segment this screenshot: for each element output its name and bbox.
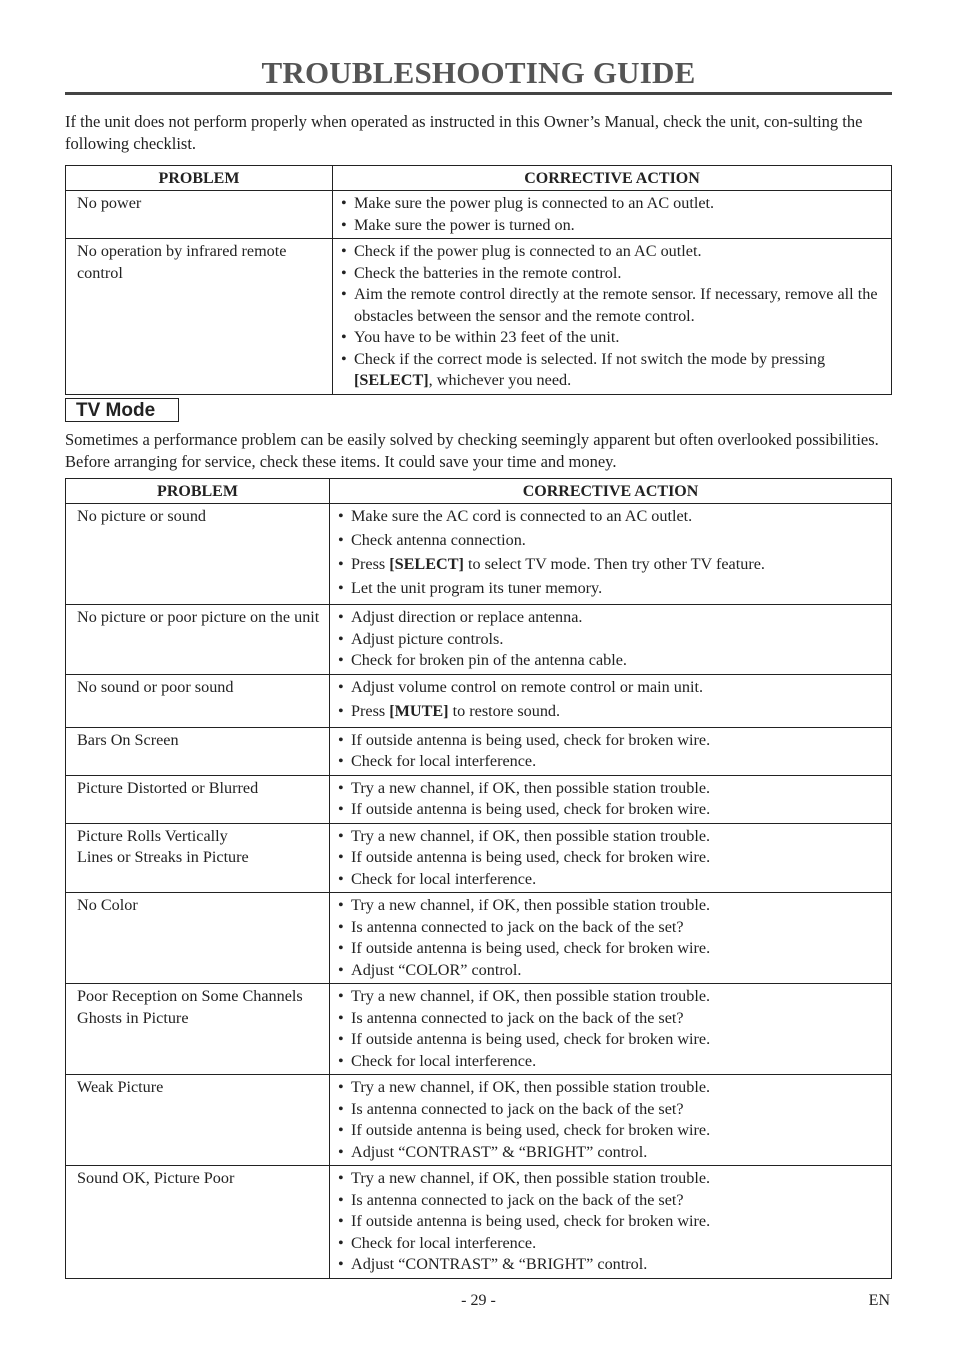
corrective-action-cell — [333, 191, 892, 239]
list-item: • If outside antenna is being used, check for broken wire. — [338, 799, 885, 821]
list-item: • Check for local interference. — [338, 869, 885, 891]
action-list — [338, 778, 885, 821]
problem-header: PROBLEM — [66, 479, 330, 504]
tv-intro-paragraph: Sometimes a performance problem can be easily solved by checking seemingly apparent but often overlooked possibilities. Before arranging for service, check these items. It could save your time and money. — [65, 430, 879, 471]
action-list — [338, 986, 885, 1072]
corrective-action-cell — [330, 1166, 892, 1279]
button-name: [SELECT] — [389, 555, 464, 573]
list-item: • Let the unit program its tuner memory. — [338, 578, 885, 600]
list-item: • Check for broken pin of the antenna cable. — [338, 650, 885, 672]
list-item: • If outside antenna is being used, check for broken wire. — [338, 847, 885, 869]
corrective-action-cell — [330, 727, 892, 775]
table-row — [66, 727, 892, 775]
problem-cell: No picture or poor picture on the unit — [66, 605, 330, 675]
problem-cell: Bars On Screen — [66, 727, 330, 775]
button-name: [SELECT] — [354, 371, 429, 389]
general-troubleshooting-table — [65, 165, 892, 395]
corrective-action-cell — [330, 893, 892, 984]
action-list — [338, 730, 885, 773]
corrective-action-cell — [330, 605, 892, 675]
list-item: • Press [SELECT] to select TV mode. Then try other TV feature. — [338, 554, 885, 576]
table-row — [66, 239, 892, 395]
list-item: • Check if the power plug is connected to an AC outlet. — [341, 241, 885, 263]
tv-table-body — [66, 504, 892, 1279]
action-list — [338, 677, 885, 723]
table-header-row — [66, 479, 892, 504]
list-item: • Is antenna connected to jack on the back of the set? — [338, 1008, 885, 1030]
list-item: • Is antenna connected to jack on the back of the set? — [338, 1190, 885, 1212]
list-item: • Press [MUTE] to restore sound. — [338, 701, 885, 723]
table-row — [66, 823, 892, 893]
corrective-action-cell — [333, 239, 892, 395]
list-item: • If outside antenna is being used, check for broken wire. — [338, 1120, 885, 1142]
button-name: [MUTE] — [389, 701, 449, 720]
page-title: TROUBLESHOOTING GUIDE — [261, 55, 696, 90]
problem-cell: Sound OK, Picture Poor — [66, 1166, 330, 1279]
list-item: • Try a new channel, if OK, then possible station trouble. — [338, 778, 885, 800]
problem-cell: Picture Rolls Vertically Lines or Streaks in Picture — [66, 823, 330, 893]
action-header: CORRECTIVE ACTION — [333, 166, 892, 191]
corrective-action-cell — [330, 775, 892, 823]
list-item: • Adjust “COLOR” control. — [338, 960, 885, 982]
table-row — [66, 605, 892, 675]
list-item: • Aim the remote control directly at the remote sensor. If necessary, remove all the obstacles between the sensor and the remote control. — [341, 284, 885, 327]
tv-mode-label: TV Mode — [65, 398, 179, 422]
list-item: • Adjust volume control on remote control or main unit. — [338, 677, 885, 699]
list-item: • You have to be within 23 feet of the unit. — [341, 327, 885, 349]
action-list — [338, 1077, 885, 1163]
action-list — [338, 607, 885, 672]
list-item: • Make sure the power is turned on. — [341, 215, 885, 237]
table-row — [66, 775, 892, 823]
list-item: • Check for local interference. — [338, 1051, 885, 1073]
corrective-action-cell — [330, 984, 892, 1075]
corrective-action-cell — [330, 674, 892, 727]
list-item: • Try a new channel, if OK, then possible station trouble. — [338, 986, 885, 1008]
corrective-action-cell — [330, 504, 892, 605]
table-row — [66, 1166, 892, 1279]
list-item: • Check for local interference. — [338, 751, 885, 773]
table-row — [66, 191, 892, 239]
list-item: • Adjust “CONTRAST” & “BRIGHT” control. — [338, 1254, 885, 1276]
list-item: • If outside antenna is being used, check for broken wire. — [338, 1029, 885, 1051]
tv-troubleshooting-table — [65, 478, 892, 1279]
list-item: • Try a new channel, if OK, then possible station trouble. — [338, 1168, 885, 1190]
corrective-action-cell — [330, 1075, 892, 1166]
general-table-body — [66, 191, 892, 395]
list-item: • If outside antenna is being used, check for broken wire. — [338, 730, 885, 752]
list-item: • Is antenna connected to jack on the back of the set? — [338, 1099, 885, 1121]
action-header: CORRECTIVE ACTION — [330, 479, 892, 504]
list-item: • Try a new channel, if OK, then possible station trouble. — [338, 895, 885, 917]
table-row — [66, 674, 892, 727]
list-item: • Make sure the power plug is connected to an AC outlet. — [341, 193, 885, 215]
problem-cell: Weak Picture — [66, 1075, 330, 1166]
list-item: • Check for local interference. — [338, 1233, 885, 1255]
list-item: • Is antenna connected to jack on the back of the set? — [338, 917, 885, 939]
table-row — [66, 1075, 892, 1166]
table-row — [66, 893, 892, 984]
problem-header: PROBLEM — [66, 166, 333, 191]
action-list — [341, 193, 885, 236]
title-rule — [65, 92, 892, 95]
list-item: • Adjust picture controls. — [338, 629, 885, 651]
list-item: • Adjust “CONTRAST” & “BRIGHT” control. — [338, 1142, 885, 1164]
problem-cell: No picture or sound — [66, 504, 330, 605]
corrective-action-cell — [330, 823, 892, 893]
action-list — [341, 241, 885, 392]
table-row — [66, 984, 892, 1075]
problem-cell: No operation by infrared remote control — [66, 239, 333, 395]
language-code: EN — [868, 1292, 890, 1309]
page-number: - 29 - — [461, 1292, 496, 1309]
list-item: • If outside antenna is being used, check for broken wire. — [338, 938, 885, 960]
problem-cell: Poor Reception on Some Channels Ghosts in Picture — [66, 984, 330, 1075]
action-list — [338, 506, 885, 600]
list-item: • Adjust direction or replace antenna. — [338, 607, 885, 629]
list-item: • Check the batteries in the remote control. — [341, 263, 885, 285]
list-item: • Check antenna connection. — [338, 530, 885, 552]
list-item: • If outside antenna is being used, check for broken wire. — [338, 1211, 885, 1233]
problem-cell: No power — [66, 191, 333, 239]
list-item: • Try a new channel, if OK, then possible station trouble. — [338, 826, 885, 848]
intro-paragraph: If the unit does not perform properly when operated as instructed in this Owner’s Manual, check the unit, con-sulting the following checklist. — [65, 112, 863, 153]
action-list — [338, 826, 885, 891]
list-item: • Check if the correct mode is selected. If not switch the mode by pressing [SELECT], whichever you need. — [341, 349, 885, 392]
action-list — [338, 895, 885, 981]
problem-cell: No sound or poor sound — [66, 674, 330, 727]
action-list — [338, 1168, 885, 1276]
table-header-row — [66, 166, 892, 191]
list-item: • Make sure the AC cord is connected to an AC outlet. — [338, 506, 885, 528]
problem-cell: Picture Distorted or Blurred — [66, 775, 330, 823]
list-item: • Try a new channel, if OK, then possible station trouble. — [338, 1077, 885, 1099]
problem-cell: No Color — [66, 893, 330, 984]
table-row — [66, 504, 892, 605]
